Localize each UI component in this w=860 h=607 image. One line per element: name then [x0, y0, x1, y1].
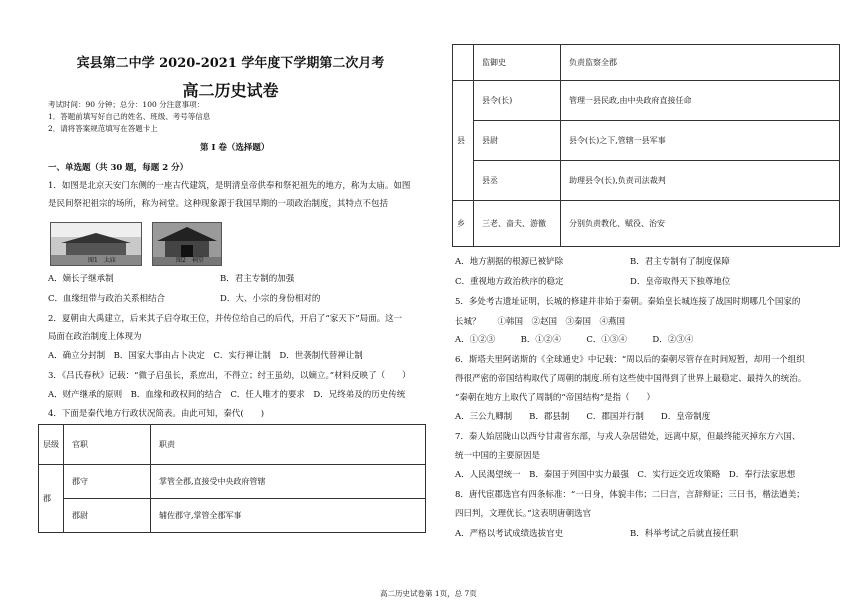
q6-line3: ”秦朝在地方上取代了周制的“帝国结构”是指（ ）	[455, 393, 656, 403]
q2-options: A．确立分封制 B．国家大事由占卜决定 C．实行禅让制 D．世袭制代替禅让制	[48, 351, 363, 361]
q8-option-b: B．科举考试之后就直接任职	[630, 529, 739, 539]
q5-line1: 5．多处考古遗址证明，长城的修建并非始于秦朝。秦始皇长城连接了战国时期哪几个国家的	[455, 297, 801, 307]
table-cell-duty: 负责监察全郡	[561, 45, 840, 81]
qin-admin-table-right	[452, 44, 840, 247]
q2-line2: 局面在政治制度上体现为	[48, 332, 142, 342]
q1-option-a: A．嫡长子继承制	[48, 274, 114, 284]
qin-admin-table-left	[38, 424, 426, 533]
header-level: 层级	[39, 425, 64, 465]
q7-options: A．人民渴望统一 B．秦国于列国中实力最强 C．实行远交近攻策略 D．奉行法家思想	[455, 470, 796, 480]
fig2-caption: 图2 祠堂	[176, 257, 204, 264]
exam-subject: 高二历史试卷	[182, 81, 279, 100]
table-cell-duty: 县令(长)之下,管辖一县军事	[561, 121, 840, 161]
exam-title: 宾县第二中学 2020-2021 学年度下学期第二次月考	[76, 56, 385, 71]
q4-stem: 4．下面是秦代地方行政状况简表。由此可知，秦代( )	[48, 409, 265, 419]
q4-option-b: B．君主专制有了制度保障	[630, 257, 730, 267]
q8-option-a: A．严格以考试成绩选拔官史	[455, 529, 564, 539]
exam-info: 考试时间：90 分钟；总分：100 分注意事项：	[48, 100, 205, 109]
header-duty: 职责	[151, 425, 426, 465]
table-cell-duty: 管理一县民政,由中央政府直接任命	[561, 81, 840, 121]
table-cell-title: 三老、啬夫、游徼	[474, 201, 561, 247]
q1-option-c: C．血缘纽带与政治关系相结合	[48, 294, 166, 304]
q6-line1: 6．斯塔夫里阿诺斯的《全球通史》中记载：“周以后的秦朝尽管存在时间短暂，却用一个组织	[455, 355, 805, 365]
table-cell-level	[453, 45, 474, 81]
header-title: 官职	[64, 425, 151, 465]
level-xian: 县	[453, 81, 474, 201]
table-cell-title: 郡守	[64, 465, 151, 499]
table-cell-duty: 掌管全郡,直接受中央政府管辖	[151, 465, 426, 499]
q3-options: A．财产继承的原则 B．血缘和政权间的结合 C．任人唯才的要求 D．兄终弟及的历史传统	[48, 390, 406, 400]
table-cell-title: 县尉	[474, 121, 561, 161]
q8-line2: 四曰判，文理优长。”这表明唐朝选官	[455, 509, 592, 519]
level-xiang: 乡	[453, 201, 474, 247]
q7-line1: 7．秦人始居陇山以西兮甘肃省东部，与戎人杂居错处，远离中原，但最终能灭掉东方六国、	[455, 432, 801, 442]
q5-options: A．①②③ B．①②④ C．①③④ D．②③④	[455, 335, 694, 345]
table-cell-title: 县丞	[474, 161, 561, 201]
q6-line2: 得很严密的帝国结构取代了周朝的制度.所有这些使中国得到了世界上最稳定、最持久的统治。	[455, 374, 807, 384]
level-jun: 郡	[39, 465, 64, 533]
note-1: 1．答题前填写好自己的姓名、班级、考号等信息	[48, 112, 211, 121]
q3-line1: 3．《吕氏春秋》记载：“微子启虽长，系庶出，不得立；纣王虽幼，以嫡立。”材料反映了（ ）	[48, 371, 411, 381]
q8-line1: 8．唐代宦郡选官有四条标准：“一曰身，体貌丰伟；二曰言，言辞辩证；三曰书，楷法遒美；	[455, 490, 805, 500]
q7-line2: 统一中国的主要原因是	[455, 451, 541, 461]
q1-option-d: D．大、小宗的身份相对的	[220, 294, 321, 304]
q4-option-c: C．重视地方政治秩序的稳定	[455, 277, 564, 287]
table-cell-duty: 辅佐郡守,掌管全郡军事	[151, 499, 426, 533]
table-cell-title: 郡尉	[64, 499, 151, 533]
table-cell-duty: 分别负责教化、赋役、治安	[561, 201, 840, 247]
fig1-caption: 图1 太庙	[88, 257, 116, 264]
q1-line2: 是民间祭祀祖宗的场所，称为祠堂。这种现象源于我国早期的一项政治制度，其特点不包括	[48, 199, 389, 209]
q6-options: A．三公九卿制 B．郡县制 C．郡国并行制 D．皇帝制度	[455, 412, 711, 422]
q2-line1: 2．夏朝由大禹建立，后来其子启夺取王位，并传位给自己的后代，开启了“家天下”局面。这一	[48, 314, 403, 324]
q5-line2: 长城？ ①韩国 ②赵国 ③秦国 ④燕国	[455, 317, 626, 327]
part-title: 一、单选题（共 30 题，每题 2 分）	[48, 163, 189, 173]
page-footer: 高二历史试卷第 1页，总 7页	[380, 589, 477, 598]
q4-option-a: A．地方割据的根源已被铲除	[455, 257, 564, 267]
q1-option-b: B．君主专制的加强	[220, 274, 295, 284]
note-2: 2．请将答案规范填写在答题卡上	[48, 124, 158, 133]
q4-option-d: D．皇帝取得天下独尊地位	[630, 277, 731, 287]
table-cell-title: 监御史	[474, 45, 561, 81]
table-cell-title: 县令(长)	[474, 81, 561, 121]
q1-line1: 1．如图是北京天安门东侧的一座古代建筑，是明清皇帝供奉和祭祀祖先的地方，称为太庙。如图	[48, 181, 411, 191]
table-cell-duty: 助理县令(长),负责司法裁判	[561, 161, 840, 201]
section-title: 第 I 卷（选择题）	[200, 143, 270, 153]
